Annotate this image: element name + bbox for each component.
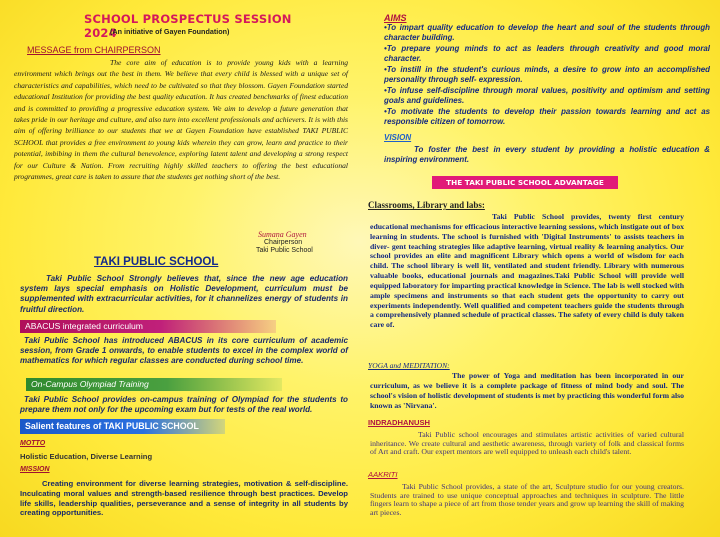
- message-heading: MESSAGE from CHAIRPERSON: [27, 45, 161, 55]
- classrooms-text: Taki Public School provides, twenty first century educational mechanisms for efficacious interactive learning sessions, which instigate out of box learning in students. The school is furnished with 'Digital Instruments' to assists teachers in diver- gent teaching strategies like adaptive learning, virtual reality & learning analytics. Our school provides an elite and magnificent Library which opens a world of wisdom for each child. The school library is well lit, ventilated and student friendly. Library with numerous valuable books, educational journals and magazines.Taki Public School will provide well equipped laboratory for imparting practical knowledge in Science. The lab is well stocked with ample specimens and instruments so that each student gets the opportunity to carry out experiments independently. Well qualified and competent teachers guide the students through a comprehensively planned schedule of practical classes. The safety of every child is duly taken care of.: [370, 212, 684, 330]
- list-item: • To impart quality education to develop the heart and soul of the students through character building.: [384, 23, 710, 43]
- salient-heading: Salient features of TAKI PUBLIC SCHOOL: [20, 419, 225, 434]
- signature-org: Taki Public School: [256, 247, 313, 254]
- olympiad-heading: On-Campus Olympiad Training: [26, 378, 282, 391]
- yoga-text: The power of Yoga and meditation has been incorporated in our curriculum, as we believe it is a complete package of fitness of mind body and soul. The school's vision of holistic development of students is met by practicing this wonderful form also known as 'Nirvana'.: [370, 371, 684, 410]
- olympiad-text: Taki Public School provides on-campus training of Olympiad for the students to prepare them not only for the upcoming exam but for tests of the real world.: [20, 395, 348, 415]
- chairperson-message: The core aim of education is to provide young kids with a learning environment which brings out the best in them. We believe that every child is blessed with a unique set of characteristics and capabilities, which need to be cultivated so that they blossom. Gayen Foundation started educational Institution for providing the best quality education. It has created benchmarks of finest education and is committed to providing a progressive education system. We aim to develop a future generation that takes pride in our heritage and culture, and also turn into excellent professionals and achievers. It is with this aim of offering brilliance to our students that we at Gayen Foundation have established TAKI PUBLIC SCHOOL that provides a free environment to young kids wherein they can grow, learn and practice to their potential, imbibing in them the cultural benevolence, exploring latent talent and developing a strong respect for our Culture & Nation. From recruiting highly skilled teachers to offering the best educational programmes, great care is taken to assure that the students get nothing short of the best.: [14, 58, 348, 182]
- yoga-heading: YOGA and MEDITATION:: [368, 361, 450, 370]
- mission-label: MISSION: [20, 466, 50, 473]
- vision-text: To foster the best in every student by providing a holistic education & inspiring environment.: [384, 145, 710, 165]
- signature-name: Sumana Gayen: [258, 230, 307, 239]
- abacus-text: Taki Public School has introduced ABACUS in its core curriculum of academic session, from Grade 1 onwards, to enable students to excel in the complex world of mathematics for which regular classes are conducted during school time.: [20, 336, 348, 366]
- mission-text: Creating environment for diverse learning strategies, motivation & self-discipline. Inculcating moral values and strength-based resilience through best practices. Develop life skills, leadership qualities, perseverance and a sense of integrity in all students by creating opportunities.: [20, 479, 348, 518]
- abacus-heading: ABACUS integrated curriculum: [20, 320, 276, 333]
- vision-heading: VISION: [384, 133, 412, 142]
- right-column: [368, 0, 710, 537]
- motto-text: Holistic Education, Diverse Learning: [20, 452, 153, 461]
- left-column: [14, 0, 350, 537]
- aakriti-heading: AAKRITI: [368, 470, 398, 479]
- signature-role: Chairperson: [264, 239, 303, 246]
- list-item: • To motivate the students to develop their passion towards learning and act as responsible citizen of tomorrow.: [384, 107, 710, 127]
- aims-heading: AIMS: [384, 13, 407, 23]
- advantage-banner: THE TAKI PUBLIC SCHOOL ADVANTAGE: [432, 176, 618, 189]
- prospectus-subtitle: (An initiative of Gayen Foundation): [110, 27, 230, 36]
- motto-label: MOTTO: [20, 440, 46, 447]
- indradhanush-text: Taki Public school encourages and stimulates artistic activities of varied cultural inheritance. We create cultural and aesthetic awareness, through variety of folk and classical forms of Art and craft. Our expert mentors are well equipped to unleash each child's talent.: [370, 430, 684, 457]
- aakriti-text: Taki Public School provides, a state of the art, Sculpture studio for our young creators. Students are trained to use unique conceptual approaches and techniques in sculpture. The little fingers learn to shape a piece of art from those tender years and grow up learning the skill of making art pieces.: [370, 482, 684, 517]
- school-intro: Taki Public School Strongly believes that, since the new age education system lays special emphasis on Holistic Development, curriculum must be supplemented with extracurricular activities, for it channelizes energy of students in fruitful direction.: [20, 274, 348, 314]
- indradhanush-heading: INDRADHANUSH: [368, 418, 431, 427]
- prospectus-title: SCHOOL PROSPECTUS SESSION 2024: [84, 12, 292, 40]
- list-item: • To instill in the student's curious minds, a desire to grow into an accomplished personality through self- expression.: [384, 65, 710, 85]
- list-item: • To infuse self-discipline through moral values, positivity and optimism and setting goals and guidelines.: [384, 86, 710, 106]
- aims-list: [384, 23, 710, 128]
- classrooms-heading: Classrooms, Library and labs:: [368, 200, 485, 210]
- list-item: • To prepare young minds to act as leaders through creativity and good moral character.: [384, 44, 710, 64]
- school-heading: TAKI PUBLIC SCHOOL: [94, 256, 219, 268]
